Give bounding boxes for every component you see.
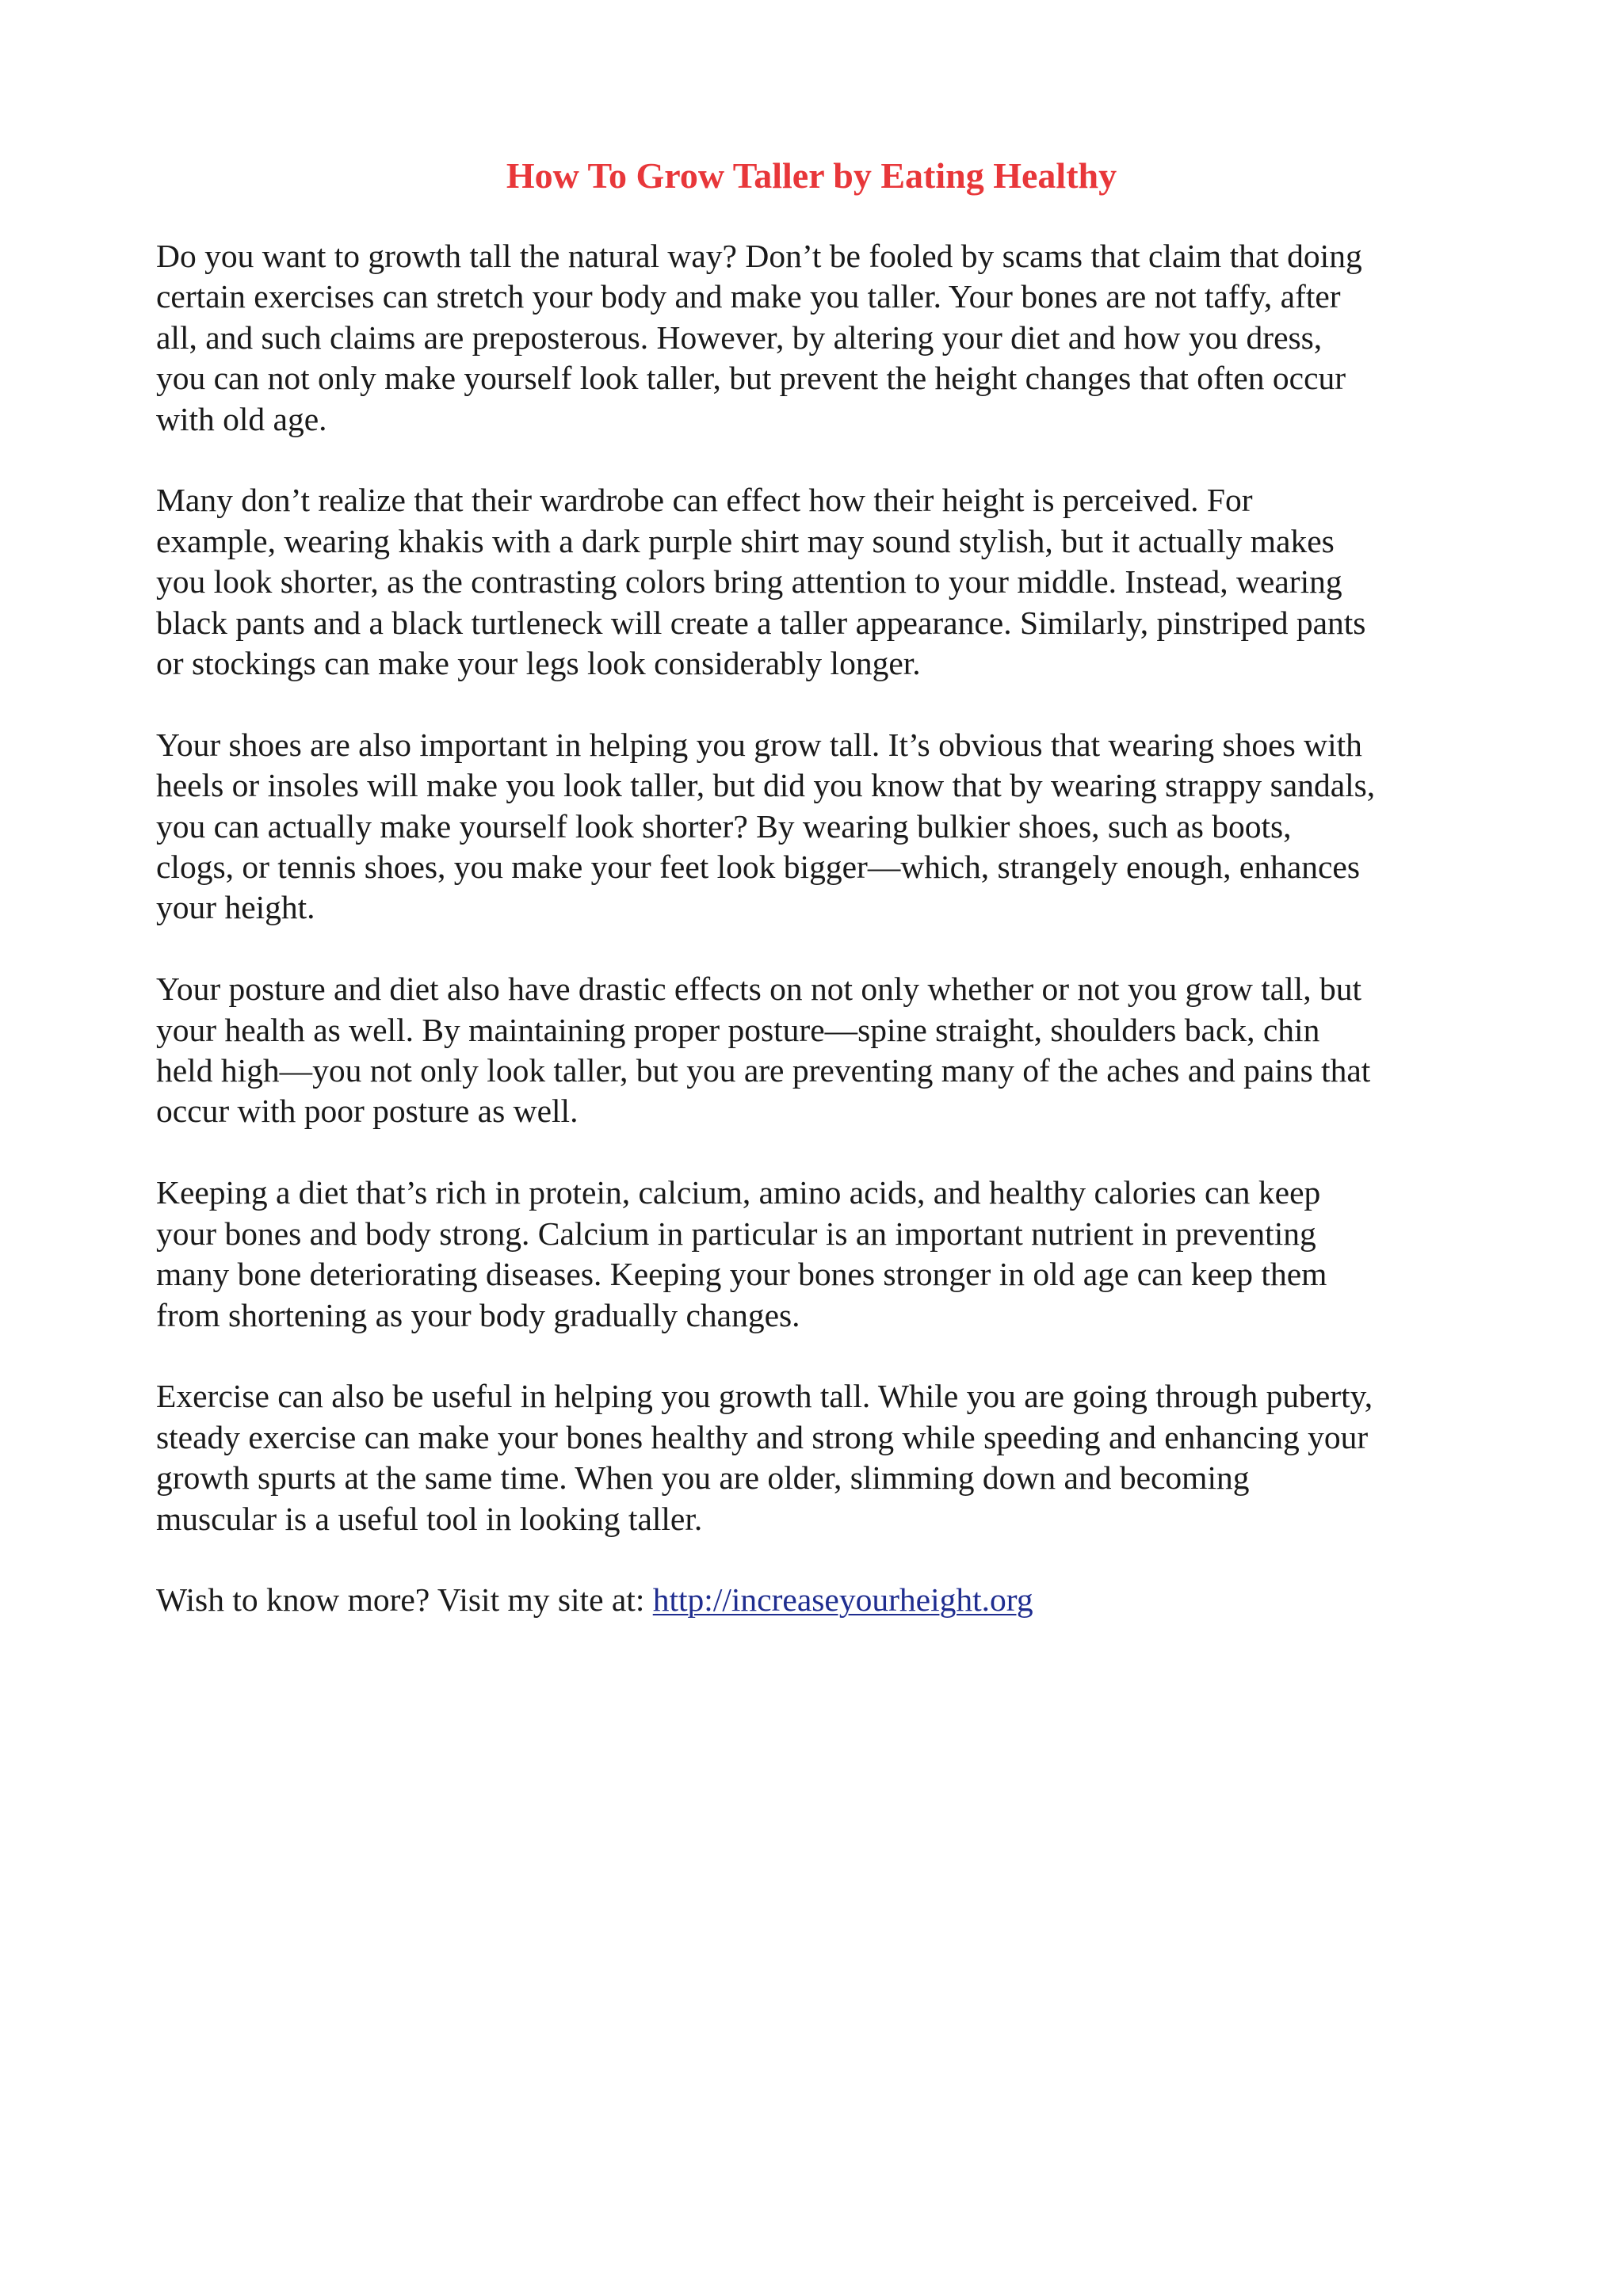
site-link[interactable]: http://increaseyourheight.org bbox=[652, 1581, 1033, 1619]
paragraph-intro: Do you want to growth tall the natural way? Don’t be fooled by scams that claim that doing certain exercises can stretch your body and make you taller. Your bones are not taffy, after all, and such claims are preposterous. However, by altering your diet and how you dress, you can not only make yourself look taller, but prevent the height changes that often occur with old age. bbox=[156, 238, 1362, 437]
footer-prefix: Wish to know more? Visit my site at: bbox=[156, 1581, 653, 1619]
paragraph-wardrobe: Many don’t realize that their wardrobe can effect how their height is perceived. For example, wearing khakis with a dark purple shirt may sound stylish, but it actually makes you look shorter, as the contrasting colors bring attention to your middle. Instead, wearing black pants and a black turtleneck will create a taller appearance. Similarly, pinstriped pants or stockings can make your legs look considerably longer. bbox=[156, 482, 1366, 682]
paragraph-exercise: Exercise can also be useful in helping you growth tall. While you are going through puberty, steady exercise can make your bones healthy and strong while speeding and enhancing your growth spurts at the same time. When you are older, slimming down and becoming muscular is a useful tool in looking taller. bbox=[156, 1378, 1373, 1537]
footer-line bbox=[156, 1580, 1487, 1620]
paragraph-shoes: Your shoes are also important in helping you grow tall. It’s obvious that wearing shoes with heels or insoles will make you look taller, but did you know that by wearing strappy sandals, you can actually make yourself look shorter? By wearing bulkier shoes, such as boots, clogs, or tennis shoes, you make your feet look bigger—which, strangely enough, enhances your height. bbox=[156, 726, 1376, 926]
document-title: How To Grow Taller by Eating Healthy bbox=[506, 155, 1117, 196]
document-body bbox=[156, 236, 1487, 1621]
paragraph-diet: Keeping a diet that’s rich in protein, calcium, amino acids, and healthy calories can keep your bones and body strong. Calcium in particular is an important nutrient in preventing many bone deteriorating diseases. Keeping your bones stronger in old age can keep them from shortening as your body gradually changes. bbox=[156, 1174, 1327, 1333]
paragraph-posture: Your posture and diet also have drastic effects on not only whether or not you grow tall, but your health as well. By maintaining proper posture—spine straight, shoulders back, chin held high—you not only look taller, but you are preventing many of the aches and pains that occur with poor posture as well. bbox=[156, 971, 1371, 1130]
